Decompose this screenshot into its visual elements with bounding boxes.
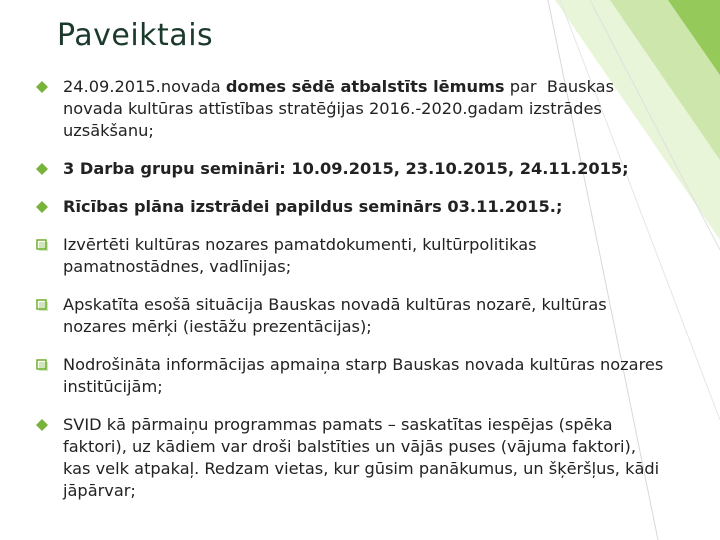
list-item [36,158,666,180]
slide-title: Paveiktais [57,18,214,53]
list-item [36,294,666,338]
item-text: 3 Darba grupu semināri: 10.09.2015, 23.10.2015, 24.11.2015; [63,159,629,178]
item-text: Rīcības plāna izstrādei papildus seminārs 03.11.2015.; [63,197,563,216]
item-text: Nodrošināta informācijas apmaiņa starp Bauskas novada kultūras nozares institūcijām; [63,355,669,396]
list-item [36,414,666,502]
item-text: Izvērtēti kultūras nozares pamatdokumenti, kultūrpolitikas pamatnostādnes, vadlīnijas; [63,235,542,276]
item-text: Apskatīta esošā situācija Bauskas novadā kultūras nozarē, kultūras nozares mērķi (iestāžu prezentācijas); [63,295,612,336]
list-item [36,234,666,278]
diamond-bullet-icon [36,419,48,431]
diamond-bullet-icon [36,81,48,93]
list-item [36,76,666,142]
list-item [36,196,666,218]
list-item [36,354,669,398]
item-text: 24.09.2015.novada domes sēdē atbalstīts lēmums par Bauskas novada kultūras attīstības stratēģijas 2016.-2020.gadam izstrādes uzsākšanu; [63,77,620,140]
item-text: SVID kā pārmaiņu programmas pamats – saskatītas iespējas (spēka faktori), uz kādiem var droši balstīties un vājās puses (vājuma faktori), kas velk atpakaļ. Redzam vietas, kur gūsim panākumus, un šķēršļus, kādi jāpārvar; [63,415,665,500]
checkbox-bullet-icon [36,359,48,371]
bullet-list [36,76,669,502]
checkbox-bullet-icon [36,239,48,251]
diamond-bullet-icon [36,163,48,175]
diamond-bullet-icon [36,201,48,213]
checkbox-bullet-icon [36,299,48,311]
